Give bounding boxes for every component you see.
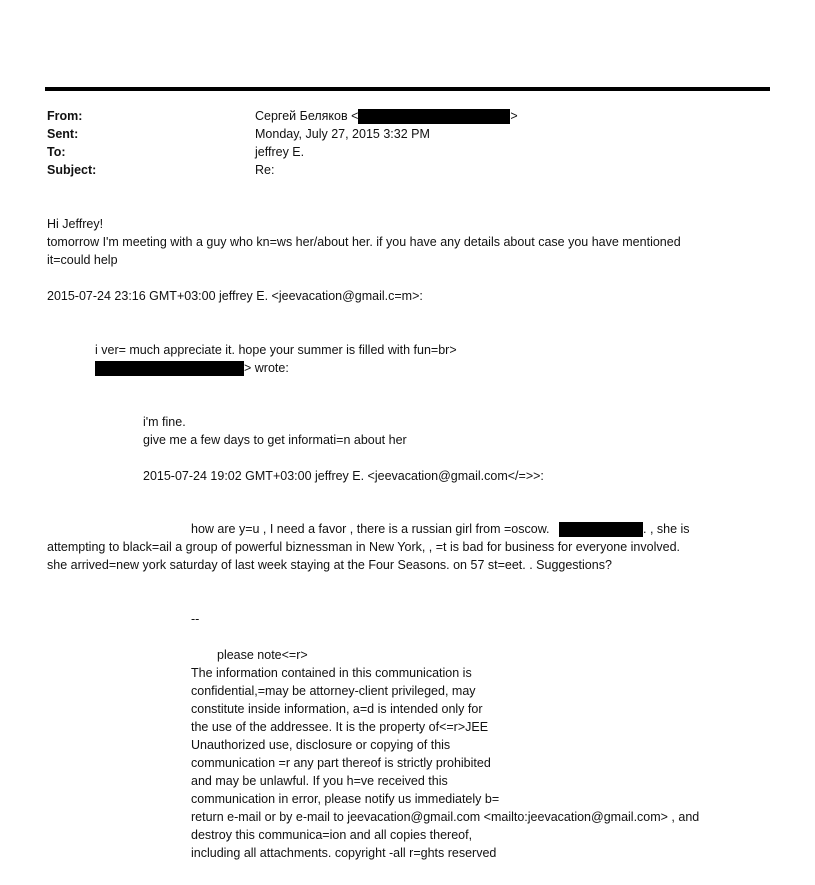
- level3-line-3: she arrived=new york saturday of last week staying at the Four Seasons. on 57 st=eet. . Suggestions?: [47, 558, 612, 572]
- level3-line-1b: . , she is: [643, 522, 690, 536]
- level3-line-1a: how are y=u , I need a favor , there is a russian girl from =oscow.: [191, 522, 550, 536]
- disclaimer-line: constitute inside information, a=d is intended only for: [191, 702, 483, 716]
- disclaimer-line: the use of the addressee. It is the property of<=r>JEE: [191, 720, 489, 734]
- sent-value: Monday, July 27, 2015 3:32 PM: [255, 127, 430, 141]
- disclaimer-line: The information contained in this communication is: [191, 666, 472, 680]
- redaction-box: [95, 361, 244, 376]
- redaction-box: [559, 522, 643, 537]
- disclaimer-line: including all attachments. copyright -all r=ghts reserved: [191, 846, 497, 860]
- level1-wrote: > wrote:: [244, 361, 289, 375]
- to-value: jeffrey E.: [255, 145, 305, 159]
- from-name: Сергей Беляков <: [255, 109, 359, 123]
- reply-line-1: tomorrow I'm meeting with a guy who kn=ws her/about her. if you have any details about case you have mentioned: [47, 235, 681, 249]
- disclaimer-line: communication =r any part thereof is strictly prohibited: [191, 756, 491, 770]
- level3-line-2: attempting to black=ail a group of powerful biznessman in New York, , =t is bad for business for everyone involved.: [47, 540, 680, 554]
- disclaimer-line: confidential,=may be attorney-client privileged, may: [191, 684, 476, 698]
- disclaimer-line: destroy this communica=ion and all copies thereof,: [191, 828, 473, 842]
- disclaimer-line: and may be unlawful. If you h=ve received this: [191, 774, 448, 788]
- subject-label: Subject:: [47, 163, 97, 177]
- please-note: please note<=r>: [217, 648, 308, 662]
- to-label: To:: [47, 145, 66, 159]
- signature-separator: --: [191, 612, 200, 626]
- from-end: >: [510, 109, 518, 123]
- from-value: [255, 107, 518, 125]
- disclaimer-line: Unauthorized use, disclosure or copying of this: [191, 738, 451, 752]
- header-rule: [45, 87, 770, 91]
- level1-line-1: i ver= much appreciate it. hope your summer is filled with fun=br>: [95, 343, 457, 357]
- level2-line-2: give me a few days to get informati=n about her: [143, 433, 407, 447]
- reply-line-2: it=could help: [47, 253, 118, 267]
- level1-line-2: [95, 359, 289, 377]
- redaction-box: [358, 109, 510, 124]
- level2-line-1: i'm fine.: [143, 415, 186, 429]
- disclaimer: [191, 664, 699, 862]
- sent-label: Sent:: [47, 127, 79, 141]
- disclaimer-line: communication in error, please notify us immediately b=: [191, 792, 500, 806]
- disclaimer-line: return e-mail or by e-mail to jeevacation@gmail.com <mailto:jeevacation@gmail.com> , and: [191, 810, 700, 824]
- level3-line-1: [191, 520, 690, 538]
- greeting: Hi Jeffrey!: [47, 217, 104, 231]
- from-label: From:: [47, 109, 83, 123]
- quote-header-2: 2015-07-24 19:02 GMT+03:00 jeffrey E. <jeevacation@gmail.com</=>>:: [143, 469, 544, 483]
- quote-header-1: 2015-07-24 23:16 GMT+03:00 jeffrey E. <jeevacation@gmail.c=m>:: [47, 289, 423, 303]
- subject-value: Re:: [255, 163, 275, 177]
